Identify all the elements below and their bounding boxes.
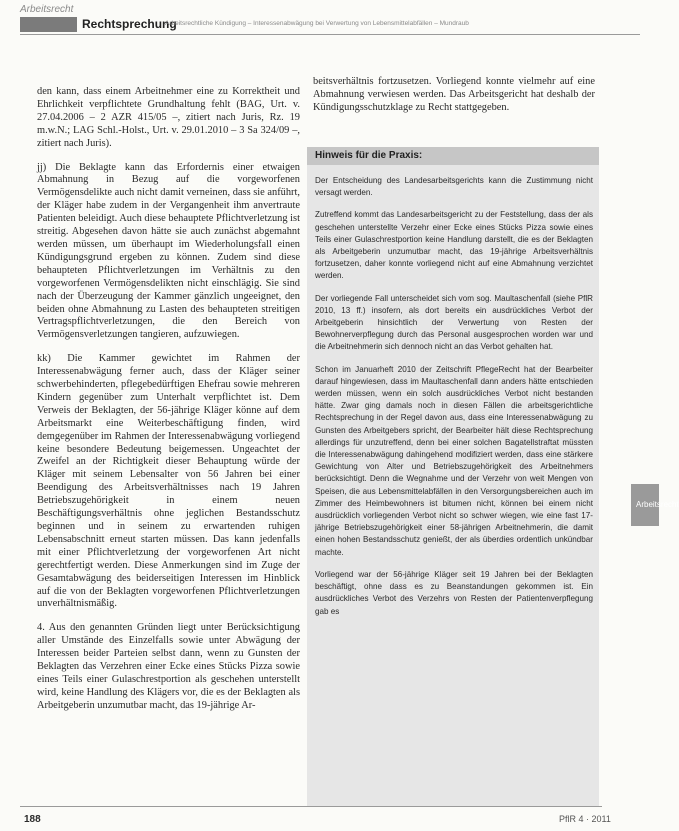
left-paragraph: den kann, dass einem Arbeitnehmer eine zu Korrektheit und Ehrlichkeit verpflichtete Grundhaltung fehlt (BAG, Urt. v. 27.04.2006 – 2 AZR 415/05 –, zitiert nach Juris, Rz. 19 m.w.N.; LAG Schl.-Holst., Urt. v. 29.01.2010 – 3 Sa 324/09 –, zitiert nach Juris). [37,86,300,149]
left-paragraph: jj) Die Beklagte kann das Erfordernis einer etwaigen Abmahnung in Bezug auf die vorgeworfenen Vermögensdelikte auch nicht damit verneinen, dass sie anführt, der Kläger habe zudem in der Vergangenheit ihm anvertraute Patienten beleidigt. Auch diese behauptete Pflichtverletzung ist streitig. Abgesehen davon hätte sie auch zunächst abgemahnt werden müssen, um überhaupt im Wiederholungsfall einen Kündigungsgrund ergeben zu können. Zudem sind diese behaupteten Pflichtverletzungen im Verhältnis zu den vorgeworfenen Vermögensdelikten nicht einschlägig. Sie sind nach der Überzeugung der Kammer gänzlich ungeeignet, den beiden ohne Abmahnung zu Lasten des behaupteten streitigen Vertragspflichtverletzungen, die den Bereich von Vermögensverletzungen tangieren, aufzuwiegen. [37,161,300,341]
header-bar [20,17,77,32]
footer-rule [20,806,602,807]
hint-paragraph: Der vorliegende Fall unterscheidet sich vom sog. Maultaschenfall (siehe PflR 2010, 13 ff.) insofern, als dort bereits ein ausdrückliches Verbot der Arbeitgeberin hinsichtlich der Verwertung von Resten der Bewohnerverpflegung durch das Personal ausgesprochen worden war und die Arbeitnehmerin sich dennoch nicht an das Verbot gehalten hat. [315,293,593,352]
header-title: Rechtsprechung [82,17,177,31]
side-tab-label: Arbeitsrecht [636,500,679,509]
right-column [313,76,595,126]
page-header [20,17,640,33]
side-tab [631,484,679,526]
page-number: 188 [24,814,41,825]
left-paragraph: 4. Aus den genannten Gründen liegt unter Berücksichtigung aller Umstände des Einzelfalls sowie unter Abwägung der Interessen beider Parteien selbst dann, wenn zu Gunsten der Beklagten das Verzehren einer Ecke eines Stücks Pizza sowie eines Teils einer Gulaschrestportion als geschehen unterstellt wird, keine Handlung des Klägers vor, die es der Beklagten als Arbeitgeberin unzumutbar macht, das 19-jährige Ar- [37,622,300,711]
journal-reference: PflR 4 · 2011 [559,814,611,824]
left-paragraph: kk) Die Kammer gewichtet im Rahmen der Interessenabwägung ferner auch, dass der Kläger seiner schwerbehinderten, pflegebedürftigen Ehefrau sowie mehreren Kindern gegenüber zum Unterhalt verpflichtet ist. Dem Verweis der Beklagten, der 56-jährige Kläger könne auf dem Arbeitsmarkt eine Weiterbeschäftigung finden, wird demgegenüber im Rahmen der Interessenabwägung vorliegend keine besondere Bedeutung beigemessen. Ungeachtet der Zweifel an der Richtigkeit dieser Behauptung würde der Kläger mit seinem Lebensalter von 56 Jahren bei einer Beendigung des Arbeitsverhältnisses nach 19 Jahren Betriebszugehörigkeit in einem neuen Beschäftigungsverhältnis ohne jeglichen Bestandsschutz beginnen und in seinem zu erwartenden ruhigen Lebensabschnitt erneut starten müssen. Das kann jedenfalls mit einer Pflichtverletzung der vorgeworfenen Art nicht gerechtfertigt werden. Diese Anmerkungen sind im Zuge der Gesamtabwägung des beiderseitigen Interessen im Hinblick auf die von der Beklagten vorgeworfenen Pflichtverletzungen unverhältnismäßig. [37,353,300,610]
hint-box-title: Hinweis für die Praxis: [307,147,599,165]
left-column [37,86,300,724]
section-rubric: Arbeitsrecht [20,4,74,15]
hint-paragraph: Vorliegend war der 56-jährige Kläger seit 19 Jahren bei der Beklagten beschäftigt, ohne dass es zu Beanstandungen gekommen ist. Ein ausdrückliches Verbot des Verzehrs von Resten der Patientenverpflegung gab es [315,569,593,616]
hint-box-body [307,165,599,618]
header-subtitle: Arbeitsrechtliche Kündigung – Interessenabwägung bei Verwertung von Lebensmittelabfällen – Mundraub [165,20,469,27]
hint-paragraph: Schon im Januarheft 2010 der Zeitschrift PflegeRecht hat der Bearbeiter darauf hingewiesen, dass im Maultaschenfall dann anders hätte entschieden werden müssen, wenn ein solch ausdrückliches Verbot nicht bestanden hätte. Zwar ging damals noch in diesen Fällen die arbeitsgerichtliche Rechtsprechung in der Regel davon aus, dass eine Interessenabwägung zu Gunsten des Arbeitgebers spricht, der Bearbeiter hält diese Rechtsprechung allerdings für unzutreffend, denn bei einer solchen Bagatellstraftat müssten die Interessenabwägung dahingehend modifiziert werden, dass eine stärkere Gewichtung von Alter und Betriebszugehörigkeit des Arbeitnehmers berücksichtigt. Denn die Wegnahme und der Verzehr von weit Mengen von Speisen, die aus Lebensmittelabfällen in den Versorgungsbereichen auch im Zimmer des Heimbewohners ist bitumen nicht, können bei einem nicht ausdrücklich vorliegenden Verbot nicht so schwer wiegen, wie eine fast 17-jährige Betriebszugehörigkeit einer 58-jährigen Arbeitnehmerin, die damit einen hohen Bestandsschutz genießt, der als überdies ordentlich unkündbar machte. [315,364,593,557]
right-paragraph: beitsverhältnis fortzusetzen. Vorliegend konnte vielmehr auf eine Abmahnung verwiesen werden. Das Arbeitsgericht hat deshalb der Kündigungsschutzklage zu Recht stattgegeben. [313,76,595,113]
header-rule [20,34,640,35]
hint-paragraph: Der Entscheidung des Landesarbeitsgerichts kann die Zustimmung nicht versagt werden. [315,176,593,198]
hint-box [307,147,599,807]
hint-paragraph: Zutreffend kommt das Landesarbeitsgericht zu der Feststellung, dass der als geschehen unterstellte Verzehr einer Ecke eines Stücks Pizza sowie eines Teils einer Gulaschrestportion keine Handlung darstellt, die es der Beklagten als Arbeitgeberin unzumutbar macht, das 19-jährige Arbeitsverhältnis fortzusetzen, daher konnte vorliegend nicht auf eine Abmahnung verzichtet werden. [315,210,593,281]
